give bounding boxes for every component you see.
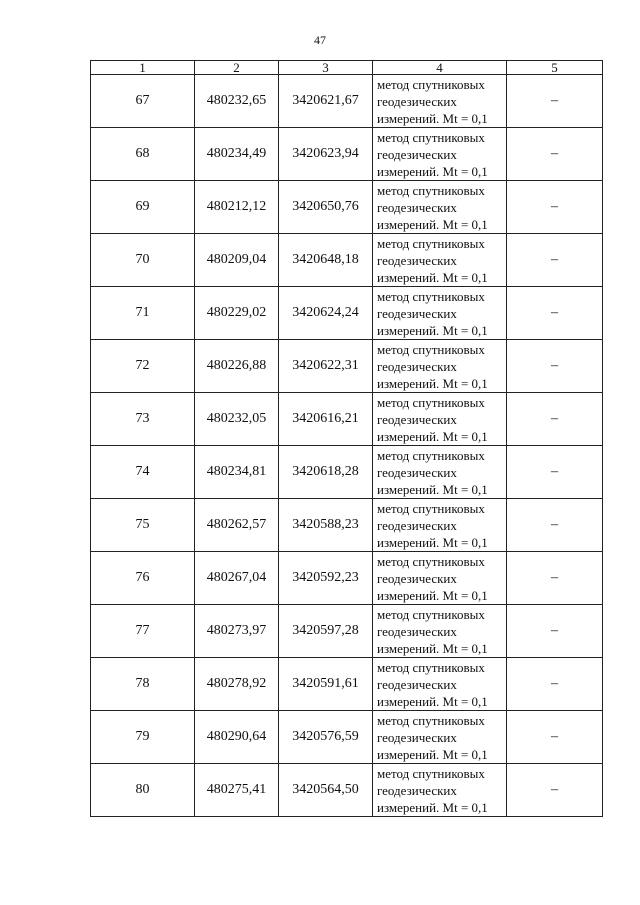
table-row [91, 75, 603, 128]
method-line: измерений. Mt = 0,1 [377, 640, 488, 656]
column-header-4: 4 [373, 61, 507, 75]
coordinate-x-cell: 480229,02 [195, 287, 279, 340]
method-line: геодезических [377, 358, 457, 374]
coordinate-x-cell: 480290,64 [195, 711, 279, 764]
method-line: измерений. Mt = 0,1 [377, 375, 488, 391]
column-header-3: 3 [279, 61, 373, 75]
method-cell [373, 764, 507, 817]
column-header-2: 2 [195, 61, 279, 75]
method-cell [373, 658, 507, 711]
method-line: метод спутниковых [377, 182, 485, 198]
table-row [91, 393, 603, 446]
coordinate-x-cell: 480234,49 [195, 128, 279, 181]
point-number-cell: 79 [91, 711, 195, 764]
method-line: измерений. Mt = 0,1 [377, 428, 488, 444]
column-5-cell: – [507, 128, 603, 181]
method-line: измерений. Mt = 0,1 [377, 163, 488, 179]
method-line: метод спутниковых [377, 341, 485, 357]
method-line: геодезических [377, 623, 457, 639]
method-line: метод спутниковых [377, 447, 485, 463]
method-line: геодезических [377, 676, 457, 692]
method-line: метод спутниковых [377, 288, 485, 304]
table-row [91, 234, 603, 287]
coordinate-y-cell: 3420648,18 [279, 234, 373, 287]
method-cell [373, 75, 507, 128]
method-line: метод спутниковых [377, 500, 485, 516]
method-line: измерений. Mt = 0,1 [377, 216, 488, 232]
method-line: метод спутниковых [377, 659, 485, 675]
method-line: метод спутниковых [377, 712, 485, 728]
method-cell [373, 552, 507, 605]
point-number-cell: 69 [91, 181, 195, 234]
coordinate-y-cell: 3420616,21 [279, 393, 373, 446]
column-5-cell: – [507, 764, 603, 817]
method-line: метод спутниковых [377, 129, 485, 145]
table-row [91, 711, 603, 764]
coordinate-x-cell: 480226,88 [195, 340, 279, 393]
method-line: метод спутниковых [377, 553, 485, 569]
table-row [91, 658, 603, 711]
coordinate-y-cell: 3420622,31 [279, 340, 373, 393]
coordinate-y-cell: 3420597,28 [279, 605, 373, 658]
column-5-cell: – [507, 605, 603, 658]
table-row [91, 764, 603, 817]
point-number-cell: 72 [91, 340, 195, 393]
method-cell [373, 393, 507, 446]
method-line: измерений. Mt = 0,1 [377, 799, 488, 815]
coordinate-y-cell: 3420591,61 [279, 658, 373, 711]
method-line: метод спутниковых [377, 394, 485, 410]
column-header-5: 5 [507, 61, 603, 75]
method-cell [373, 287, 507, 340]
coordinates-table [90, 60, 603, 817]
point-number-cell: 80 [91, 764, 195, 817]
method-line: геодезических [377, 729, 457, 745]
method-line: измерений. Mt = 0,1 [377, 587, 488, 603]
method-line: измерений. Mt = 0,1 [377, 269, 488, 285]
column-5-cell: – [507, 393, 603, 446]
method-line: метод спутниковых [377, 235, 485, 251]
method-cell [373, 181, 507, 234]
column-header-1: 1 [91, 61, 195, 75]
column-5-cell: – [507, 711, 603, 764]
method-cell [373, 128, 507, 181]
table-row [91, 128, 603, 181]
coordinate-y-cell: 3420621,67 [279, 75, 373, 128]
method-cell [373, 446, 507, 499]
table-body [91, 61, 603, 817]
method-line: измерений. Mt = 0,1 [377, 746, 488, 762]
coordinate-x-cell: 480278,92 [195, 658, 279, 711]
method-cell [373, 711, 507, 764]
column-5-cell: – [507, 552, 603, 605]
coordinate-x-cell: 480267,04 [195, 552, 279, 605]
point-number-cell: 68 [91, 128, 195, 181]
method-cell [373, 605, 507, 658]
method-line: метод спутниковых [377, 76, 485, 92]
coordinate-x-cell: 480273,97 [195, 605, 279, 658]
method-line: геодезических [377, 252, 457, 268]
method-line: геодезических [377, 464, 457, 480]
coordinate-y-cell: 3420618,28 [279, 446, 373, 499]
table-header-row [91, 61, 603, 75]
point-number-cell: 71 [91, 287, 195, 340]
column-5-cell: – [507, 499, 603, 552]
coordinate-x-cell: 480232,05 [195, 393, 279, 446]
method-line: измерений. Mt = 0,1 [377, 481, 488, 497]
table-row [91, 605, 603, 658]
table-row [91, 552, 603, 605]
point-number-cell: 78 [91, 658, 195, 711]
method-line: геодезических [377, 199, 457, 215]
point-number-cell: 73 [91, 393, 195, 446]
method-line: геодезических [377, 93, 457, 109]
coordinate-y-cell: 3420650,76 [279, 181, 373, 234]
table-row [91, 287, 603, 340]
coordinate-x-cell: 480209,04 [195, 234, 279, 287]
coordinate-x-cell: 480275,41 [195, 764, 279, 817]
column-5-cell: – [507, 658, 603, 711]
method-line: геодезических [377, 517, 457, 533]
column-5-cell: – [507, 340, 603, 393]
method-line: метод спутниковых [377, 765, 485, 781]
coordinate-x-cell: 480234,81 [195, 446, 279, 499]
point-number-cell: 74 [91, 446, 195, 499]
point-number-cell: 67 [91, 75, 195, 128]
coordinate-x-cell: 480212,12 [195, 181, 279, 234]
table-row [91, 499, 603, 552]
coordinate-y-cell: 3420624,24 [279, 287, 373, 340]
method-line: геодезических [377, 782, 457, 798]
method-line: метод спутниковых [377, 606, 485, 622]
coordinate-y-cell: 3420623,94 [279, 128, 373, 181]
coordinate-y-cell: 3420588,23 [279, 499, 373, 552]
column-5-cell: – [507, 287, 603, 340]
method-line: измерений. Mt = 0,1 [377, 322, 488, 338]
method-cell [373, 340, 507, 393]
method-line: измерений. Mt = 0,1 [377, 693, 488, 709]
method-cell [373, 234, 507, 287]
coordinate-x-cell: 480232,65 [195, 75, 279, 128]
point-number-cell: 76 [91, 552, 195, 605]
table-row [91, 340, 603, 393]
method-line: геодезических [377, 411, 457, 427]
coordinate-y-cell: 3420564,50 [279, 764, 373, 817]
column-5-cell: – [507, 234, 603, 287]
point-number-cell: 70 [91, 234, 195, 287]
column-5-cell: – [507, 181, 603, 234]
coordinate-y-cell: 3420592,23 [279, 552, 373, 605]
page-number: 47 [314, 33, 326, 47]
point-number-cell: 75 [91, 499, 195, 552]
method-line: геодезических [377, 146, 457, 162]
method-line: измерений. Mt = 0,1 [377, 110, 488, 126]
table-row [91, 446, 603, 499]
table-row [91, 181, 603, 234]
column-5-cell: – [507, 446, 603, 499]
column-5-cell: – [507, 75, 603, 128]
point-number-cell: 77 [91, 605, 195, 658]
method-line: измерений. Mt = 0,1 [377, 534, 488, 550]
method-line: геодезических [377, 305, 457, 321]
coordinate-x-cell: 480262,57 [195, 499, 279, 552]
method-line: геодезических [377, 570, 457, 586]
method-cell [373, 499, 507, 552]
coordinate-y-cell: 3420576,59 [279, 711, 373, 764]
